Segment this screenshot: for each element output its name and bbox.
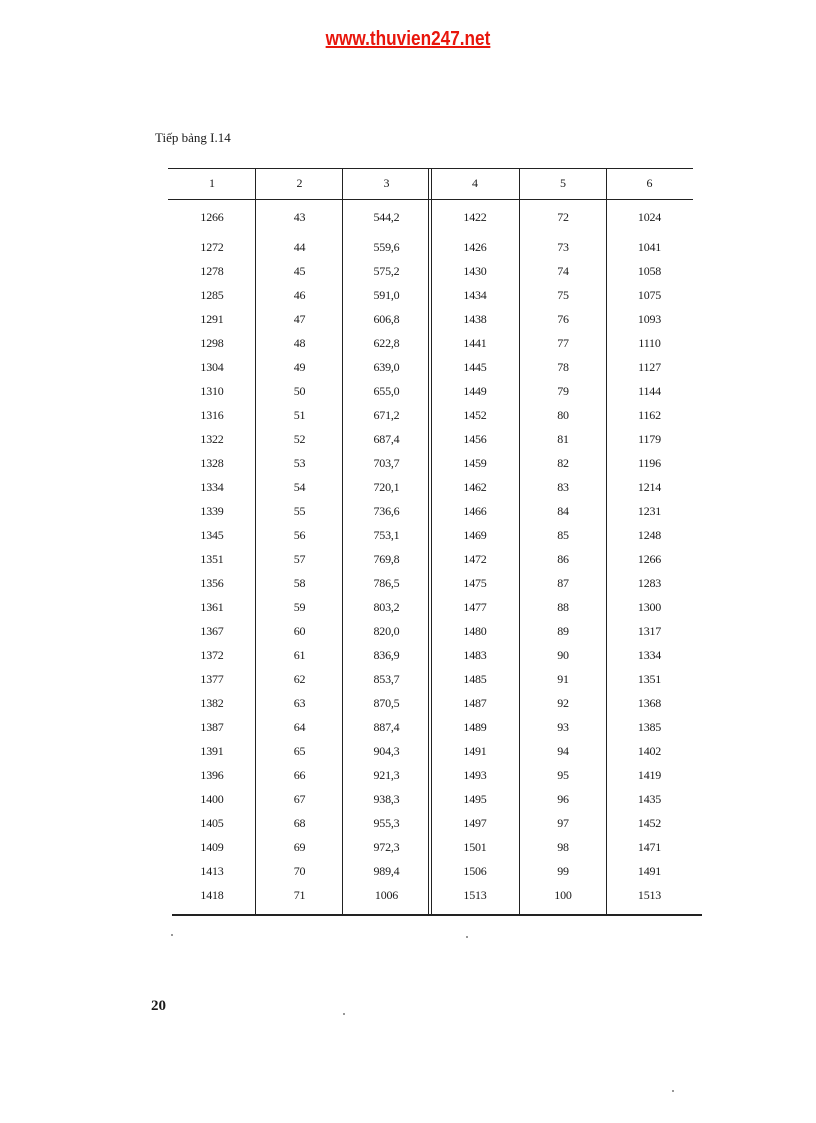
table-cell: 69 (293, 839, 306, 854)
table-cell: 904,3 (373, 743, 400, 758)
table-cell: 1452 (637, 815, 662, 830)
table-cell: 887,4 (373, 719, 400, 734)
table-cell: 1300 (637, 599, 662, 614)
table-cell: 1506 (463, 863, 487, 878)
table-header-row (168, 168, 693, 199)
data-table (168, 168, 693, 907)
scan-speck (466, 936, 468, 938)
table-row (168, 499, 693, 523)
table-row (168, 283, 693, 307)
table-cell: 1283 (637, 575, 662, 590)
table-cell: 96 (557, 791, 569, 806)
table-row (168, 427, 693, 451)
table-cell: 575,2 (373, 263, 400, 278)
table-cell: 671,2 (373, 407, 400, 422)
table-cell: 1272 (200, 239, 224, 254)
table-cell: 1127 (638, 359, 661, 374)
column-header: 1 (209, 176, 215, 190)
table-cell: 655,0 (373, 383, 400, 398)
table-row (168, 571, 693, 595)
table-cell: 1466 (463, 503, 487, 518)
table-cell: 1006 (374, 887, 399, 902)
table-cell: 94 (557, 743, 569, 758)
table-row (168, 763, 693, 787)
table-cell: 1291 (200, 311, 224, 326)
table-cell: 1445 (463, 359, 487, 374)
table-cell: 91 (557, 671, 569, 686)
column-header: 3 (383, 176, 390, 190)
table-cell: 853,7 (373, 671, 400, 686)
table-cell: 769,8 (373, 551, 400, 566)
table-cell: 870,5 (373, 695, 400, 710)
table-cell: 65 (293, 743, 306, 758)
table-cell: 1405 (200, 815, 224, 830)
table-cell: 1110 (638, 335, 661, 350)
table-cell: 47 (293, 311, 306, 326)
table-cell: 51 (293, 407, 306, 422)
table-cell: 1493 (463, 767, 487, 782)
table-row (168, 475, 693, 499)
table-cell: 1058 (637, 263, 662, 278)
table-cell: 93 (557, 719, 569, 734)
table-cell: 1372 (200, 647, 224, 662)
table-cell: 1495 (463, 791, 487, 806)
table-row (168, 691, 693, 715)
table-cell: 85 (557, 527, 569, 542)
table-cell: 1472 (463, 551, 487, 566)
table-row (168, 643, 693, 667)
table-cell: 1334 (200, 479, 224, 494)
table-cell: 622,8 (373, 335, 400, 350)
table-row (168, 619, 693, 643)
table-cell: 57 (293, 551, 306, 566)
table-cell: 71 (293, 887, 306, 902)
table-cell: 66 (293, 767, 306, 782)
table-cell: 753,1 (373, 527, 400, 542)
table-cell: 58 (293, 575, 306, 590)
scan-speck (672, 1090, 674, 1092)
table-cell: 1452 (463, 407, 487, 422)
table-cell: 52 (293, 431, 306, 446)
table-cell: 955,3 (373, 815, 400, 830)
table-row (168, 331, 693, 355)
table-cell: 1485 (463, 671, 487, 686)
scan-speck (343, 1013, 345, 1015)
table-cell: 1231 (637, 503, 662, 518)
table-row (168, 787, 693, 811)
table-row (168, 259, 693, 283)
table-cell: 84 (557, 503, 569, 518)
table-cell: 1441 (463, 335, 487, 350)
table-body (168, 199, 693, 907)
table-cell: 1409 (200, 839, 224, 854)
table-cell: 73 (557, 239, 569, 254)
table-cell: 1179 (638, 431, 661, 446)
table-cell: 80 (557, 407, 569, 422)
table-cell: 89 (557, 623, 569, 638)
table-row (168, 199, 693, 235)
table-cell: 1469 (463, 527, 487, 542)
table-cell: 87 (557, 575, 569, 590)
table-cell: 1334 (637, 647, 662, 662)
table-cell: 1387 (200, 719, 224, 734)
table-cell: 1434 (463, 287, 487, 302)
table-cell: 736,6 (373, 503, 400, 518)
table-cell: 92 (557, 695, 569, 710)
table-cell: 77 (557, 335, 569, 350)
table-cell: 90 (557, 647, 569, 662)
table-cell: 1475 (463, 575, 487, 590)
table-cell: 45 (293, 263, 306, 278)
table-cell: 720,1 (373, 479, 400, 494)
table-cell: 1144 (638, 383, 661, 398)
table-cell: 1489 (463, 719, 487, 734)
table-cell: 43 (293, 209, 306, 224)
table-cell: 1426 (463, 239, 487, 254)
table-cell: 1377 (200, 671, 224, 686)
table-cell: 98 (557, 839, 569, 854)
table-cell: 1497 (463, 815, 487, 830)
table-cell: 1419 (637, 767, 662, 782)
table-cell: 606,8 (373, 311, 400, 326)
table-cell: 639,0 (373, 359, 400, 374)
table-cell: 1298 (200, 335, 224, 350)
table-row (168, 859, 693, 883)
table-cell: 938,3 (373, 791, 400, 806)
table-row (168, 547, 693, 571)
table-cell: 1418 (200, 887, 224, 902)
table-cell: 1266 (200, 209, 224, 224)
table-cell: 1316 (200, 407, 224, 422)
table-cell: 1382 (200, 695, 224, 710)
table-cell: 703,7 (373, 455, 400, 470)
table-cell: 1449 (463, 383, 487, 398)
table-row (168, 379, 693, 403)
table-cell: 1402 (637, 743, 662, 758)
table-cell: 1480 (463, 623, 487, 638)
table-row (168, 715, 693, 739)
table-cell: 81 (557, 431, 569, 446)
table-cell: 50 (293, 383, 306, 398)
table-cell: 1501 (463, 839, 487, 854)
column-header: 4 (472, 176, 478, 190)
table-cell: 1339 (200, 503, 224, 518)
table-cell: 1456 (463, 431, 487, 446)
table-cell: 687,4 (373, 431, 400, 446)
table-cell: 1513 (463, 887, 487, 902)
table-cell: 63 (293, 695, 306, 710)
table-cell: 1356 (200, 575, 224, 590)
table-cell: 97 (557, 815, 569, 830)
table-cell: 62 (293, 671, 306, 686)
table-cell: 1385 (637, 719, 662, 734)
table-row (168, 883, 693, 907)
table-cell: 591,0 (373, 287, 400, 302)
table-cell: 64 (293, 719, 306, 734)
table-cell: 836,9 (373, 647, 400, 662)
table-cell: 1093 (637, 311, 662, 326)
table-cell: 1041 (637, 239, 662, 254)
table-row (168, 307, 693, 331)
table-cell: 49 (293, 359, 306, 374)
table-cell: 1430 (463, 263, 487, 278)
table-cell: 921,3 (373, 767, 400, 782)
table-cell: 1317 (637, 623, 662, 638)
table-cell: 1196 (638, 455, 661, 470)
table-cell: 72 (557, 209, 569, 224)
table-cell: 56 (293, 527, 306, 542)
table-cell: 1310 (200, 383, 224, 398)
table-cell: 1361 (200, 599, 224, 614)
table-cell: 1322 (200, 431, 224, 446)
table-cell: 1413 (200, 863, 224, 878)
table-cell: 46 (293, 287, 306, 302)
table-cell: 1367 (200, 623, 224, 638)
table-cell: 1266 (637, 551, 662, 566)
table-cell: 70 (293, 863, 306, 878)
table-cell: 83 (557, 479, 569, 494)
table-cell: 1368 (637, 695, 662, 710)
table-cell: 1396 (200, 767, 224, 782)
table-row (168, 811, 693, 835)
table-cell: 1304 (200, 359, 224, 374)
table-cell: 74 (557, 263, 569, 278)
table-cell: 60 (293, 623, 306, 638)
table-cell: 1435 (637, 791, 662, 806)
table-cell: 1351 (200, 551, 224, 566)
table-row (168, 523, 693, 547)
column-header: 2 (296, 176, 303, 190)
table-cell: 61 (293, 647, 306, 662)
table-cell: 55 (293, 503, 306, 518)
table-cell: 44 (293, 239, 306, 254)
table-row (168, 835, 693, 859)
table-row (168, 667, 693, 691)
table-cell: 1328 (200, 455, 224, 470)
column-header: 5 (560, 176, 566, 190)
table-cell: 1075 (637, 287, 662, 302)
table-row (168, 739, 693, 763)
table-cell: 1278 (200, 263, 224, 278)
column-header: 6 (646, 176, 653, 190)
table-cell: 1462 (463, 479, 487, 494)
table-cell: 68 (293, 815, 306, 830)
table-cell: 75 (557, 287, 569, 302)
table-cell: 88 (557, 599, 569, 614)
table-cell: 1477 (463, 599, 487, 614)
table-cell: 99 (557, 863, 569, 878)
table-row (168, 451, 693, 475)
table-row (168, 355, 693, 379)
table-cell: 54 (293, 479, 306, 494)
table-cell: 803,2 (373, 599, 400, 614)
table-cell: 95 (557, 767, 569, 782)
table-cell: 76 (557, 311, 569, 326)
table-cell: 1487 (463, 695, 487, 710)
table-cell: 1400 (200, 791, 224, 806)
table-cell: 1024 (637, 209, 662, 224)
table-cell: 820,0 (373, 623, 400, 638)
table-cell: 48 (293, 335, 306, 350)
table-cell: 100 (554, 887, 572, 902)
table-cell: 972,3 (373, 839, 400, 854)
table-cell: 1162 (638, 407, 661, 422)
table-bottom-rule (172, 914, 702, 916)
scan-speck (171, 934, 173, 936)
table-cell: 82 (557, 455, 569, 470)
table-cell: 1471 (637, 839, 662, 854)
table-cell: 1422 (463, 209, 487, 224)
table-cell: 989,4 (373, 863, 400, 878)
table-cell: 1491 (463, 743, 487, 758)
table-row (168, 595, 693, 619)
table-cell: 79 (557, 383, 569, 398)
table-cell: 1513 (637, 887, 662, 902)
table-row (168, 403, 693, 427)
table-cell: 1391 (200, 743, 224, 758)
table-cell: 78 (557, 359, 569, 374)
table-cell: 1483 (463, 647, 487, 662)
table-cell: 67 (293, 791, 306, 806)
table-cell: 1285 (200, 287, 224, 302)
table-cell: 559,6 (373, 239, 400, 254)
table-cell: 544,2 (373, 209, 400, 224)
table-cell: 1248 (637, 527, 662, 542)
table-cell: 1214 (637, 479, 662, 494)
table-row (168, 235, 693, 259)
table-cell: 1351 (637, 671, 662, 686)
table-cell: 1459 (463, 455, 487, 470)
table-cell: 1491 (637, 863, 662, 878)
table-cell: 86 (557, 551, 569, 566)
table-cell: 53 (293, 455, 306, 470)
table-caption: Tiếp bảng I.14 (155, 130, 231, 145)
table-cell: 1345 (200, 527, 224, 542)
table-cell: 59 (293, 599, 306, 614)
page-number: 20 (151, 998, 166, 1014)
table-cell: 786,5 (373, 575, 400, 590)
table-cell: 1438 (463, 311, 487, 326)
watermark-link[interactable]: www.thuvien247.net (325, 28, 491, 50)
